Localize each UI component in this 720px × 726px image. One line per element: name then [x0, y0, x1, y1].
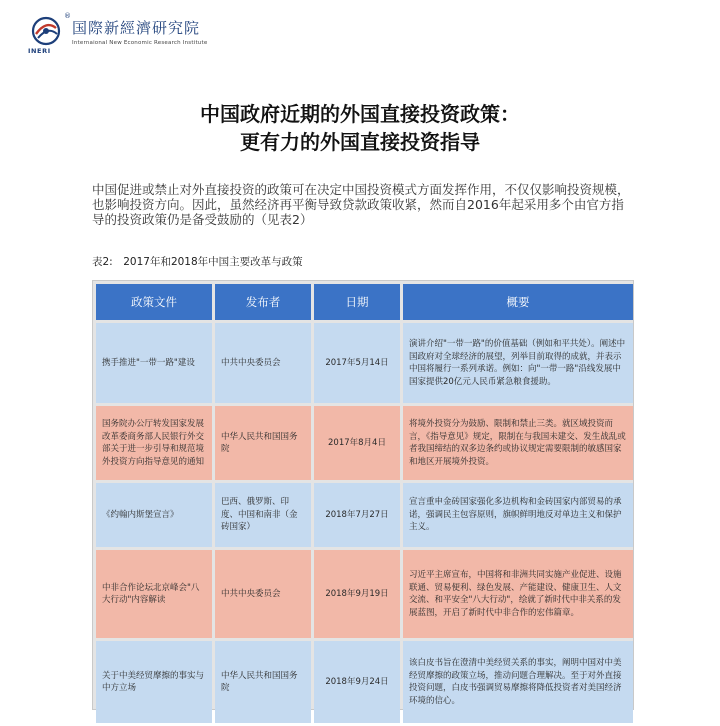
issuer-cell: 中华人民共和国国务院: [215, 406, 311, 480]
date-cell: 2017年8月4日: [314, 406, 400, 480]
table-row: [96, 550, 633, 638]
page-title: [0, 100, 720, 156]
table-row: [96, 641, 633, 723]
institute-logo-icon: [26, 14, 66, 48]
table-row: [96, 406, 633, 480]
registered-mark: ®: [64, 12, 71, 20]
summary-cell: 将境外投资分为鼓励、限制和禁止三类。就区域投资而言，《指导意见》规定，限制在与我国未建交、发生战乱或者我国缔结的双多边条约或协议规定需要限制的敏感国家和地区开展境外投资。: [403, 406, 633, 480]
column-header: 政策文件: [96, 284, 212, 320]
intro-paragraph: 中国促进或禁止对外直接投资的政策可在决定中国投资模式方面发挥作用，不仅仅影响投资规模，也影响投资方向。因此，虽然经济再平衡导致贷款政策收紧，然而自2016年起采用多个由官方指导的投资政策仍是备受鼓励的（见表2）: [92, 182, 630, 227]
policy-document-cell: 中非合作论坛北京峰会"八大行动"内容解读: [96, 550, 212, 638]
date-cell: 2018年9月19日: [314, 550, 400, 638]
column-header: 日期: [314, 284, 400, 320]
date-cell: 2018年9月24日: [314, 641, 400, 723]
issuer-cell: 中共中央委员会: [215, 550, 311, 638]
table-header-row: [96, 284, 633, 320]
policy-document-cell: 国务院办公厅转发国家发展改革委商务部人民银行外交部关于进一步引导和规范境外投资方向指导意见的通知: [96, 406, 212, 480]
policy-document-cell: 携手推进"一带一路"建设: [96, 323, 212, 403]
summary-cell: 习近平主席宣布，中国将和非洲共同实施产业促进、设施联通、贸易便利、绿色发展、产能建设、健康卫生、人文交流、和平安全"八大行动"，绘就了新时代中非关系的发展蓝图，开启了新时代中非合作的宏伟篇章。: [403, 550, 633, 638]
policy-document-cell: 《约翰内斯堡宣言》: [96, 483, 212, 547]
summary-cell: 该白皮书旨在澄清中美经贸关系的事实，阐明中国对中美经贸摩擦的政策立场，推动问题合理解决。至于对外直接投资问题，白皮书强调贸易摩擦将降低投资者对美国经济环境的信心。: [403, 641, 633, 723]
policy-document-cell: 关于中美经贸摩擦的事实与中方立场: [96, 641, 212, 723]
date-cell: 2018年7月27日: [314, 483, 400, 547]
column-header: 发布者: [215, 284, 311, 320]
logo-abbreviation: INERI: [28, 47, 51, 55]
table-caption: 表2: 2017年和2018年中国主要改革与政策: [92, 256, 303, 268]
issuer-cell: 中华人民共和国国务院: [215, 641, 311, 723]
issuer-cell: 中共中央委员会: [215, 323, 311, 403]
logo-text-block: [72, 17, 207, 46]
brand-header: [26, 14, 207, 48]
policy-table: [92, 280, 634, 710]
summary-cell: 演讲介绍"一带一路"的价值基础（例如和平共处）。阐述中国政府对全球经济的展望，列举目前取得的成就，并表示中国将履行一系列承诺。例如：向"一带一路"沿线发展中国家提供20亿元人民币紧急粮食援助。: [403, 323, 633, 403]
title-line-2: 更有力的外国直接投资指导: [240, 130, 480, 154]
table-row: [96, 323, 633, 403]
summary-cell: 宣言重申金砖国家强化多边机构和金砖国家内部贸易的承诺，强调民主包容原则，旗帜鲜明地反对单边主义和保护主义。: [403, 483, 633, 547]
title-line-1: 中国政府近期的外国直接投资政策：: [200, 102, 520, 126]
issuer-cell: 巴西、俄罗斯、印度、中国和南非（金砖国家）: [215, 483, 311, 547]
logo-english-name: Internaional New Economic Research Institute: [72, 39, 208, 46]
date-cell: 2017年5月14日: [314, 323, 400, 403]
table-row: [96, 483, 633, 547]
column-header: 概要: [403, 284, 633, 320]
logo-chinese-name: 国際新經濟研究院: [72, 18, 201, 37]
